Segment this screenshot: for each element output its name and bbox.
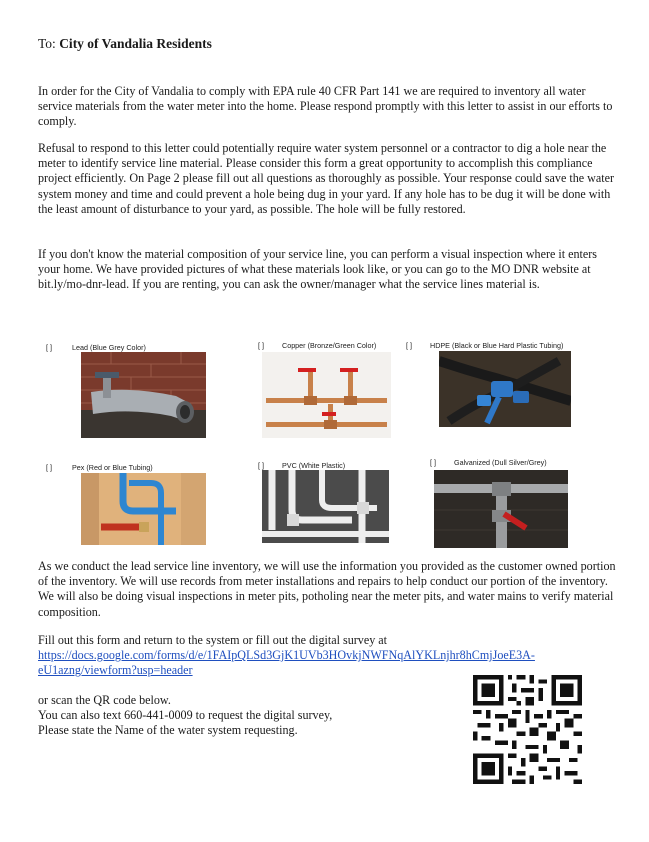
pex-pipe-photo [81, 473, 206, 545]
refusal-paragraph: Refusal to respond to this letter could potentially require water system personnel or a contractor to dig a hole near the meter to identify service line material. Please consider this form a great opportunity to accomplish this compliance project efficiently. On Page 2 please fill out all questions as thoroughly as possible. Your response could save the water system money and time and could prevent a hole being dug in your yard. If any hole has to be dug it will be done with the least amount of disturbance to your yard, as possible. The hole will be fully restored. [38, 141, 615, 216]
material-pex-label: Pex (Red or Blue Tubing) [72, 463, 153, 472]
qr-instructions [38, 693, 332, 739]
survey-url-line2[interactable]: eU1azng/viewform?usp=header [38, 663, 193, 677]
qr-code-icon[interactable] [473, 675, 582, 784]
pvc-pipe-photo [262, 470, 389, 543]
material-hdpe-label: HDPE (Black or Blue Hard Plastic Tubing) [430, 341, 564, 350]
material-galvanized-label: Galvanized (Dull Silver/Grey) [454, 458, 547, 467]
checkbox-lead[interactable]: [ ] [46, 343, 52, 352]
survey-url-line1[interactable]: https://docs.google.com/forms/d/e/1FAIpQLSd3GjK1UVb3HOvkjNWFNqAlYKLnjhr8hCmjJoeE3A- [38, 648, 535, 662]
inspection-paragraph: If you don't know the material composition of your service line, you can perform a visual inspection where it enters your home. We have provided pictures of what these materials look like, or you can go to the MO DNR website at bit.ly/mo-dnr-lead. If you are renting, you can ask the owner/manager what the service lines material is. [38, 247, 598, 292]
material-copper-label: Copper (Bronze/Green Color) [282, 341, 377, 350]
survey-instruction: Fill out this form and return to the system or fill out the digital survey at [38, 633, 387, 647]
galvanized-pipe-photo [434, 470, 568, 548]
checkbox-pex[interactable]: [ ] [46, 463, 52, 472]
material-galvanized-option[interactable] [430, 452, 547, 470]
survey-link[interactable] [38, 648, 535, 678]
material-lead-label: Lead (Blue Grey Color) [72, 343, 146, 352]
checkbox-pvc[interactable]: [ ] [258, 461, 264, 470]
qr-line-3: Please state the Name of the water system requesting. [38, 723, 298, 738]
qr-line-1: or scan the QR code below. [38, 693, 171, 707]
recipient-prefix: To: [38, 36, 60, 51]
material-pvc-label: PVC (White Plastic) [282, 461, 346, 470]
letter-recipient [38, 36, 212, 52]
lead-pipe-photo [81, 352, 206, 438]
checkbox-copper[interactable]: [ ] [258, 341, 264, 350]
inventory-paragraph: As we conduct the lead service line inventory, we will use the information you provided as the customer owned portion of the inventory. We will use records from meter installations and repairs to help conduct our portion of the inventory. We will also be doing visual inspections in meter pits, potholing near the meter pits, and water mains to verify material composition. [38, 559, 616, 619]
hdpe-pipe-photo [439, 351, 571, 427]
copper-pipe-photo [262, 352, 391, 438]
qr-line-2: You can also text 660-441-0009 to request the digital survey, [38, 708, 333, 723]
material-copper-option[interactable] [258, 335, 376, 353]
intro-paragraph: In order for the City of Vandalia to comply with EPA rule 40 CFR Part 141 we are required to inventory all water service materials from the water meter into the home. Please respond promptly with this letter to assist in our efforts to comply. [38, 84, 613, 129]
recipient-name: City of Vandalia Residents [59, 36, 212, 51]
checkbox-hdpe[interactable]: [ ] [406, 341, 412, 350]
checkbox-galvanized[interactable]: [ ] [430, 458, 436, 467]
